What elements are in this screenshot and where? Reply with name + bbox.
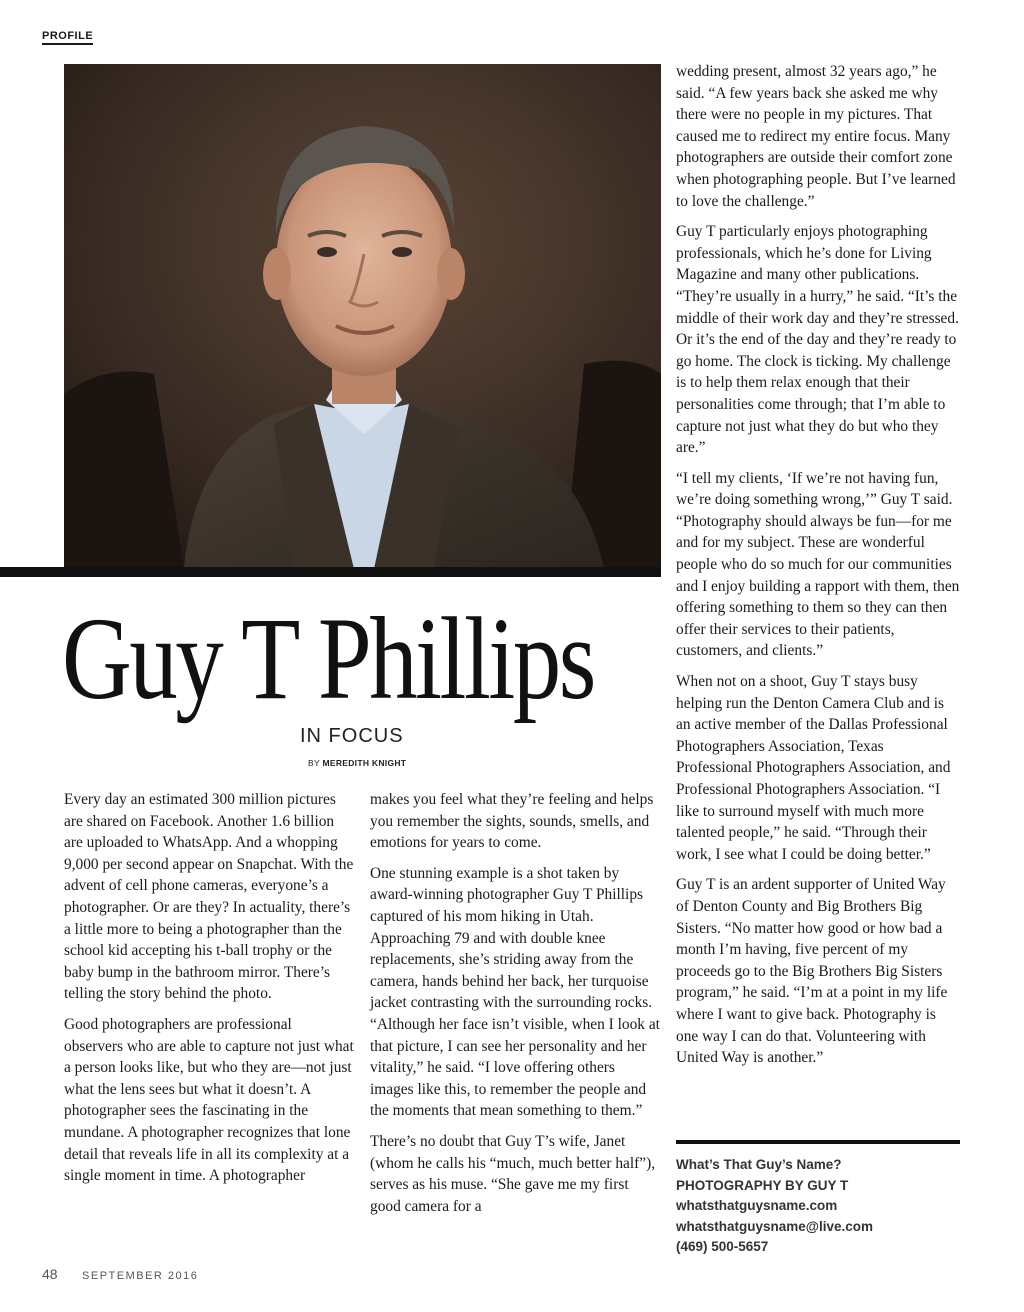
- paragraph: Guy T is an ardent supporter of United Way of Denton County and Big Brothers Big Sisters. “No matter how good or how bad a month I’m having, five percent of my proceeds go to the Big Brothers Big Sisters program,” he said. “I’m at a point in my life where I want to give back. Photography is one way I can do that. Volunteering with United Way is another.”: [676, 876, 948, 1067]
- paragraph: One stunning example is a shot taken by award-winning photographer Guy T Phillips captured of his mom hiking in Utah. Approaching 79 and with double knee replacements, she’s striding away from the camera, hands behind her back, her turquoise jacket contrasting with the surrounding rocks. “Although her face isn’t visible, when I look at that picture, I can see her personality and her vitality,” he said. “I love offering others images like this, to remember the people and the moments that mean something to them.”: [370, 864, 660, 1120]
- article-column-3: [676, 61, 960, 1078]
- page-number: 48: [42, 1266, 58, 1282]
- photo-credit: PHOTOGRAPHY BY GUY T: [676, 1177, 849, 1193]
- article-column-2: [370, 789, 660, 1226]
- article-column-1: [64, 789, 354, 1196]
- email-link[interactable]: whatsthatguysname@live.com: [676, 1218, 873, 1234]
- paragraph: Every day an estimated 300 million pictures are shared on Facebook. Another 1.6 billion are uploaded to WhatsApp. And a whopping 9,000 per second appear on Snapchat. With the advent of cell phone cameras, everyone’s a photographer. Or are they? In actuality, there’s a little more to being a photographer than the school kid accepting his t-ball trophy or the baby bump in the bathroom mirror. There’s telling the story behind the photo.: [64, 791, 354, 1003]
- contact-divider: [676, 1140, 960, 1144]
- phone-number: (469) 500-5657: [676, 1239, 769, 1254]
- page-footer: [42, 1266, 198, 1284]
- contact-box: [676, 1155, 960, 1258]
- byline-author: MEREDITH KNIGHT: [322, 758, 407, 768]
- paragraph: makes you feel what they’re feeling and helps you remember the sights, sounds, smells, and emotions for years to come.: [370, 791, 654, 852]
- paragraph: Guy T particularly enjoys photographing professionals, which he’s done for Living Magazine and many other publications. “They’re usually in a hurry,” he said. “It’s the middle of their work day and they’re stressed. Or it’s the end of the day and they’re ready to go home. The clock is ticking. My challenge is to help them relax enough that their personalities come through; that I’m able to capture not just what they do but who they are.”: [676, 223, 959, 457]
- website-link[interactable]: whatsthatguysname.com: [676, 1198, 838, 1213]
- article-title: Guy T Phillips: [62, 593, 594, 724]
- photo-divider: [0, 567, 661, 577]
- section-label: PROFILE: [42, 30, 93, 45]
- byline-prefix: BY: [308, 758, 320, 768]
- byline: [308, 758, 406, 768]
- paragraph: There’s no doubt that Guy T’s wife, Janet (whom he calls his “much, much better half”), serves as his muse. “She gave me my first good camera for a: [370, 1132, 656, 1215]
- portrait-illustration: [64, 64, 661, 569]
- issue-date: SEPTEMBER 2016: [82, 1270, 199, 1282]
- paragraph: wedding present, almost 32 years ago,” he said. “A few years back she asked me why there were no people in my pictures. That caused me to redirect my entire focus. Many photographers are outside their comfort zone when photographing people. But I’ve learned to love the challenge.”: [676, 63, 956, 210]
- paragraph: Good photographers are professional observers who are able to capture not just what a person looks like, but who they are—not just what the lens sees but what it doesn’t. A photographer sees the fascinating in the mundane. A photographer recognizes that lone detail that reveals life in all its complexity at a single moment in time. A photographer: [64, 1015, 354, 1185]
- paragraph: “I tell my clients, ‘If we’re not having fun, we’re doing something wrong,’” Guy T said. “Photography should always be fun—for me and for my subject. These are wonderful people who do so much for our communities and I enjoy building a rapport with them, then offering something to them so they can then offer their services to their patients, customers, and clients.”: [676, 469, 960, 660]
- article-subtitle: IN FOCUS: [300, 725, 404, 747]
- paragraph: When not on a shoot, Guy T stays busy helping run the Denton Camera Club and is an active member of the Dallas Professional Photographers Association, Texas Professional Photographers Association, and Professional Photographers Association. “I like to surround myself with much more talented people,” he said. “Through their work, I see what I could be doing better.”: [676, 673, 951, 863]
- business-name: What’s That Guy’s Name?: [676, 1157, 842, 1172]
- portrait-photo: [64, 64, 661, 569]
